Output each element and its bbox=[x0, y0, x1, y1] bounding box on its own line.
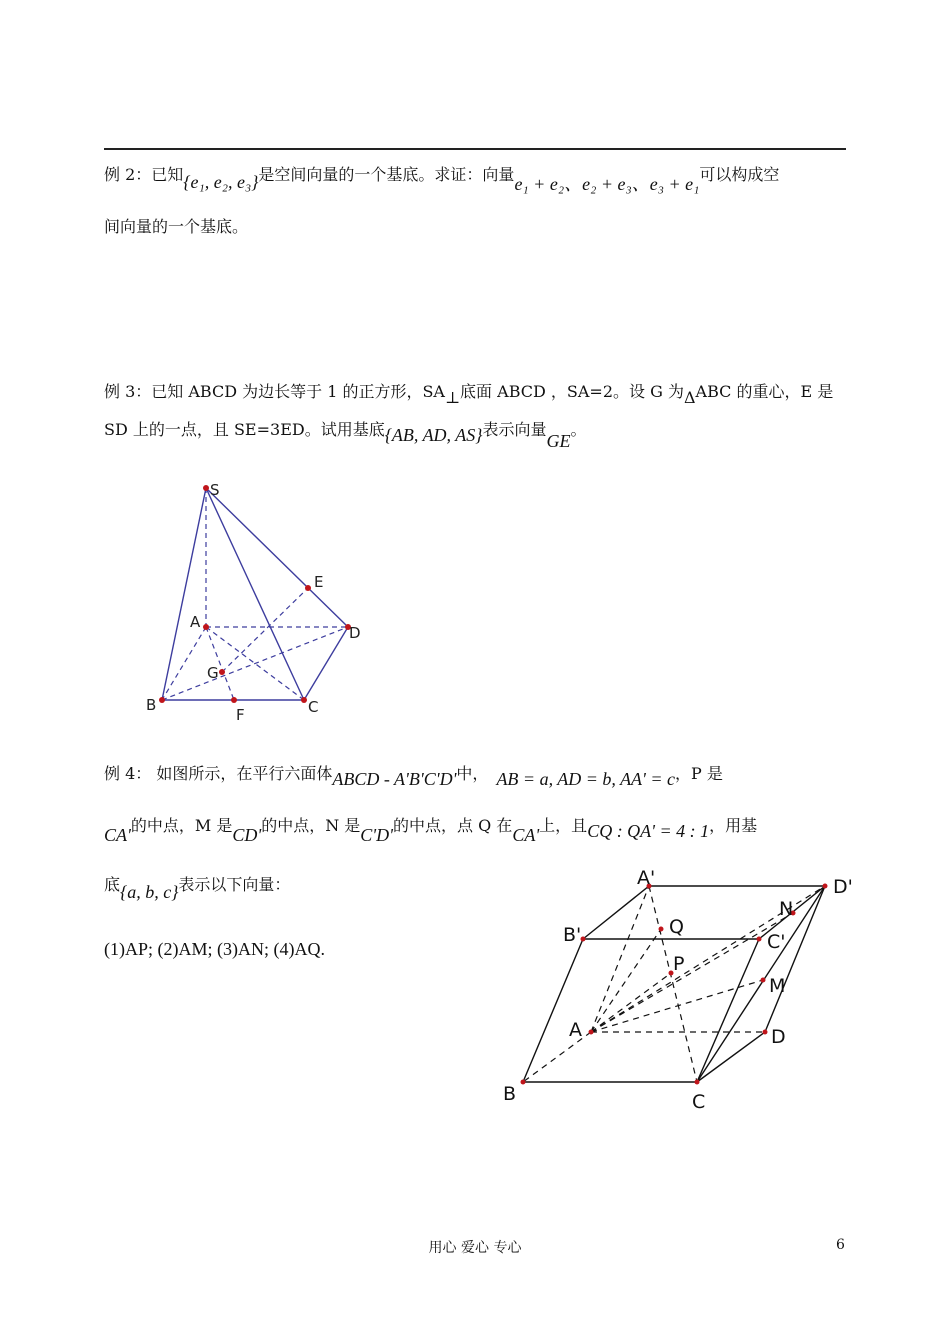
label-A-prime: A' bbox=[637, 867, 656, 889]
label-M: M bbox=[769, 975, 786, 997]
ex4-l3-t1: 底 bbox=[104, 875, 121, 894]
ex2-line1 bbox=[104, 163, 780, 194]
ex4-vec-ca1-b: CA' bbox=[512, 825, 540, 845]
header-rule bbox=[104, 148, 846, 150]
ex4-vec-cd1: CD' bbox=[232, 825, 262, 845]
label-Q: Q bbox=[669, 916, 684, 938]
ex3-text1: 底面 ABCD ，SA=2。设 G 为 bbox=[460, 382, 684, 401]
page-number: 6 bbox=[836, 1237, 845, 1253]
label-C: C bbox=[692, 1091, 706, 1113]
ex4-solid: ABCD - A'B'C'D' bbox=[332, 769, 457, 789]
ex3-line2a: SD 上的一点，且 SE=3ED。试用基底 bbox=[104, 420, 385, 439]
label-E: E bbox=[314, 573, 324, 591]
ex3-end: 。 bbox=[570, 420, 587, 439]
ex2-text2: 可以构成空 bbox=[699, 165, 780, 184]
label-A: A bbox=[569, 1019, 582, 1041]
label-C-prime: C' bbox=[767, 931, 786, 953]
ex2-label: 例 2：已知 bbox=[104, 165, 184, 184]
label-C: C bbox=[308, 698, 319, 716]
perp-symbol: ⊥ bbox=[445, 388, 461, 407]
label-N: N bbox=[779, 898, 794, 920]
ex3-line2b: 表示向量 bbox=[482, 420, 547, 439]
parallelepiped-figure bbox=[495, 860, 875, 1120]
label-B: B bbox=[146, 696, 157, 714]
label-F: F bbox=[236, 706, 245, 724]
ex3-line2 bbox=[104, 418, 587, 451]
ex4-l2-t5: ，用基 bbox=[709, 816, 758, 835]
ex2-line2: 间向量的一个基底。 bbox=[104, 217, 249, 236]
label-D-prime: D' bbox=[833, 876, 853, 898]
triangle-symbol: Δ bbox=[683, 388, 696, 407]
ex4-basis: {a, b, c} bbox=[120, 882, 179, 902]
label-G: G bbox=[207, 664, 219, 682]
ex4-vec-ca1: CA' bbox=[104, 825, 131, 845]
label-D: D bbox=[349, 624, 361, 642]
label-P: P bbox=[673, 953, 685, 975]
ex3-line1 bbox=[104, 381, 834, 407]
ex4-line3 bbox=[104, 873, 291, 902]
ex4-l2-t4: 上，且 bbox=[539, 816, 588, 835]
ex4-given: AB = a, AD = b, AA' = c bbox=[496, 769, 676, 789]
ex3-text2: ABC 的重心，E 是 bbox=[695, 382, 834, 401]
ex2-text1: 是空间向量的一个基底。求证：向量 bbox=[258, 165, 515, 184]
label-B: B bbox=[503, 1083, 517, 1105]
ex4-l2-t3: 的中点，点 Q 在 bbox=[393, 816, 513, 835]
ex3-vector: GE bbox=[546, 431, 571, 451]
ex2-basis: {e₁, e₂, e₃} bbox=[183, 172, 259, 192]
footer-slogan: 用心 爱心 专心 bbox=[428, 1240, 522, 1256]
label-D: D bbox=[771, 1026, 786, 1048]
pyramid-figure bbox=[140, 470, 370, 730]
ex2-vectors: e₁ + e₂、e₂ + e₃、e₃ + e₁ bbox=[514, 174, 700, 194]
ex3-basis: {AB, AD, AS} bbox=[384, 425, 483, 445]
ex4-line2 bbox=[104, 814, 758, 845]
ex4-text1: 中， bbox=[456, 764, 489, 783]
label-B-prime: B' bbox=[563, 924, 582, 946]
ex4-line1 bbox=[104, 762, 723, 789]
label-S: S bbox=[210, 481, 220, 499]
ex4-l2-t1: 的中点，M 是 bbox=[130, 816, 233, 835]
ex4-vec-c1d1: C'D' bbox=[360, 825, 394, 845]
ex4-l3-t2: 表示以下向量： bbox=[178, 875, 291, 894]
ex4-tasks: (1)AP; (2)AM; (3)AN; (4)AQ. bbox=[104, 939, 325, 959]
ex4-ratio: CQ : QA' = 4 : 1 bbox=[587, 821, 710, 841]
ex4-l2-t2: 的中点，N 是 bbox=[261, 816, 361, 835]
label-A: A bbox=[190, 613, 201, 631]
ex3-label: 例 3：已知 ABCD 为边长等于 1 的正方形，SA bbox=[104, 382, 445, 401]
ex4-label: 例 4： 如图所示，在平行六面体 bbox=[104, 764, 333, 783]
ex4-text2: ，P 是 bbox=[675, 764, 723, 783]
